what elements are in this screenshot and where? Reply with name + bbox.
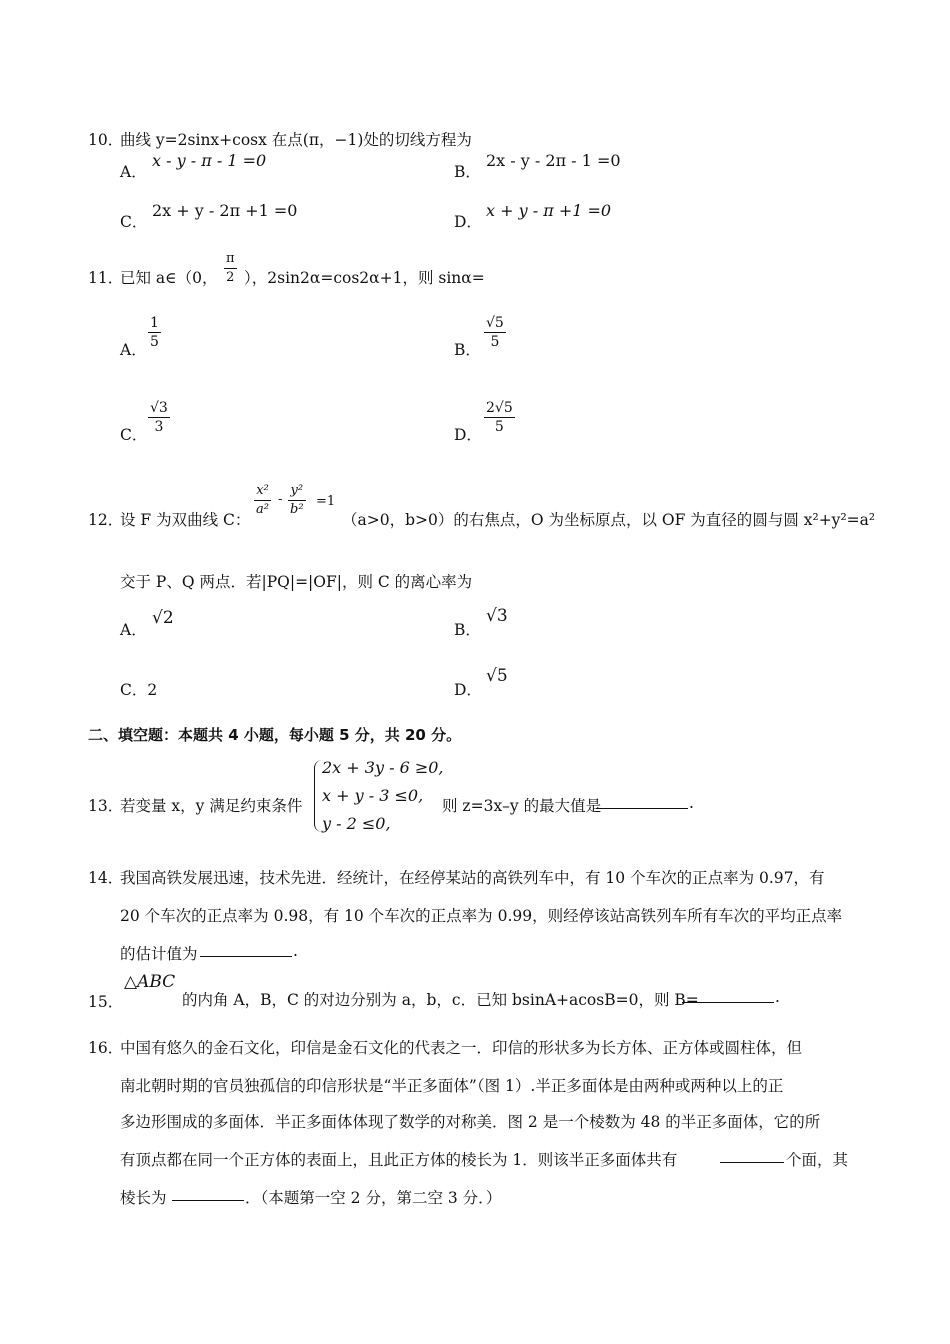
q15-stem: 的内角 A，B，C 的对边分别为 a，b，c．已知 bsinA+acosB=0，则 B= (182, 991, 699, 1009)
q12-option-a-label: A． (120, 621, 147, 639)
q12-option-b: √3 (486, 606, 508, 626)
q10-option-b: 2x - y - 2π - 1 =0 (486, 151, 621, 170)
q16-second-blank (172, 1186, 244, 1205)
q14-number: 14． (88, 869, 124, 887)
q16-line3: 多边形围成的多面体．半正多面体体现了数学的对称美．图 2 是一个棱数为 48 的半正多面体，它的所 (120, 1113, 821, 1131)
q12-f2-den: b² (290, 502, 304, 517)
q11-option-b (484, 314, 506, 351)
q12-f1-num: x² (254, 482, 271, 501)
q12-frac-x (254, 482, 271, 519)
q13-constraint-1: 2x + 3y - 6 ≥0, (322, 758, 444, 777)
q15-number: 15． (88, 993, 124, 1011)
q13-tail: 则 z=3x–y 的最大值是 (442, 797, 602, 815)
q10-option-c: 2x + y - 2π +1 =0 (152, 201, 298, 220)
q16-number: 16． (88, 1039, 124, 1057)
q12-option-c: C．2 (120, 681, 158, 699)
q14-end: . (293, 942, 298, 960)
q16-line5a: 棱长为 (120, 1189, 167, 1207)
q10-option-a: x - y - π - 1 =0 (152, 151, 267, 170)
q16-line4a: 有顶点都在同一个正方体的表面上，且此正方体的棱长为 1．则该半正多面体共有 (120, 1151, 678, 1169)
q10-option-b-label: B． (454, 163, 481, 181)
q11-option-d-label: D． (454, 426, 482, 444)
q11-option-a (148, 314, 161, 351)
q12-stem-pre: 设 F 为双曲线 C： (120, 511, 251, 529)
q11-stem-pre: 已知 a∈（0， (120, 269, 218, 287)
q11-a-num: 1 (150, 315, 159, 331)
q14-line3: 的估计值为 (120, 945, 198, 963)
q16-line4b: 个面，其 (786, 1151, 849, 1169)
q12-equals-one: =1 (316, 494, 336, 509)
q11-c-den: 3 (154, 419, 164, 435)
q11-frac-num: π (224, 250, 237, 269)
q11-d-num: 2√5 (486, 400, 513, 416)
q16-line1: 中国有悠久的金石文化，印信是金石文化的代表之一．印信的形状多为长方体、正方体或圆柱体，但 (120, 1039, 803, 1057)
q11-b-num: √5 (486, 315, 504, 331)
q12-frac-y (288, 482, 306, 519)
q11-pi-over-2 (224, 250, 237, 287)
q11-b-den: 5 (490, 334, 500, 350)
q11-option-a-label: A． (120, 341, 147, 359)
q11-option-c (148, 399, 170, 436)
q15-answer-blank (682, 988, 774, 1007)
q14-line1: 我国高铁发展迅速，技术先进．经统计，在经停某站的高铁列车中，有 10 个车次的正点率为 0.97，有 (120, 869, 825, 887)
q12-stem-post: （a>0，b>0）的右焦点，O 为坐标原点，以 OF 为直径的圆与圆 x²+y²=a² (342, 511, 876, 529)
q13-stem: 若变量 x，y 满足约束条件 (120, 797, 303, 815)
q12-minus: - (278, 492, 283, 507)
section-2-heading: 二、填空题：本题共 4 小题，每小题 5 分，共 20 分。 (88, 726, 462, 744)
q12-f2-num: y² (288, 482, 306, 501)
q16-first-blank (720, 1148, 784, 1167)
q12-number: 12． (88, 511, 124, 529)
q10-stem: 曲线 y=2sinx+cosx 在点(π，−1)处的切线方程为 (120, 131, 472, 149)
q11-d-den: 5 (494, 419, 504, 435)
q11-stem-post: ），2sin2α=cos2α+1，则 sinα= (244, 269, 485, 287)
q11-frac-den: 2 (226, 270, 235, 285)
q13-end: . (689, 794, 694, 812)
q11-option-b-label: B． (454, 341, 481, 359)
q13-constraint-2: x + y - 3 ≤0, (322, 786, 424, 805)
q12-option-d-label: D． (454, 681, 482, 699)
q10-option-a-label: A． (120, 163, 147, 181)
q11-a-den: 5 (150, 334, 159, 350)
q13-number: 13． (88, 797, 124, 815)
q14-answer-blank (200, 942, 292, 961)
q11-c-num: √3 (150, 400, 168, 416)
q12-stem-line2: 交于 P、Q 两点．若|PQ|=|OF|，则 C 的离心率为 (120, 573, 473, 591)
q11-option-d (484, 399, 515, 436)
q14-line2: 20 个车次的正点率为 0.98，有 10 个车次的正点率为 0.99，则经停该站高铁列车所有车次的平均正点率 (120, 907, 843, 925)
q13-answer-blank (596, 794, 688, 813)
q16-line2: 南北朝时期的官员独孤信的印信形状是“半正多面体”（图 1）.半正多面体是由两种或两种以上的正 (120, 1077, 784, 1095)
q11-option-c-label: C． (120, 426, 148, 444)
q12-option-b-label: B． (454, 621, 481, 639)
q13-constraint-3: y - 2 ≤0, (322, 814, 391, 833)
q10-option-c-label: C． (120, 213, 148, 231)
q12-option-d: √5 (486, 666, 508, 686)
q12-f1-den: a² (256, 502, 269, 517)
q11-number: 11． (88, 269, 124, 287)
q10-option-d: x + y - π +1 =0 (486, 201, 612, 220)
q12-option-a: √2 (152, 608, 174, 628)
q10-number: 10． (88, 131, 124, 149)
q16-line5b: ．（本题第一空 2 分，第二空 3 分．） (245, 1189, 502, 1207)
q10-option-d-label: D． (454, 213, 482, 231)
q15-end: . (775, 988, 780, 1006)
q15-triangle-abc: △ABC (124, 972, 176, 992)
